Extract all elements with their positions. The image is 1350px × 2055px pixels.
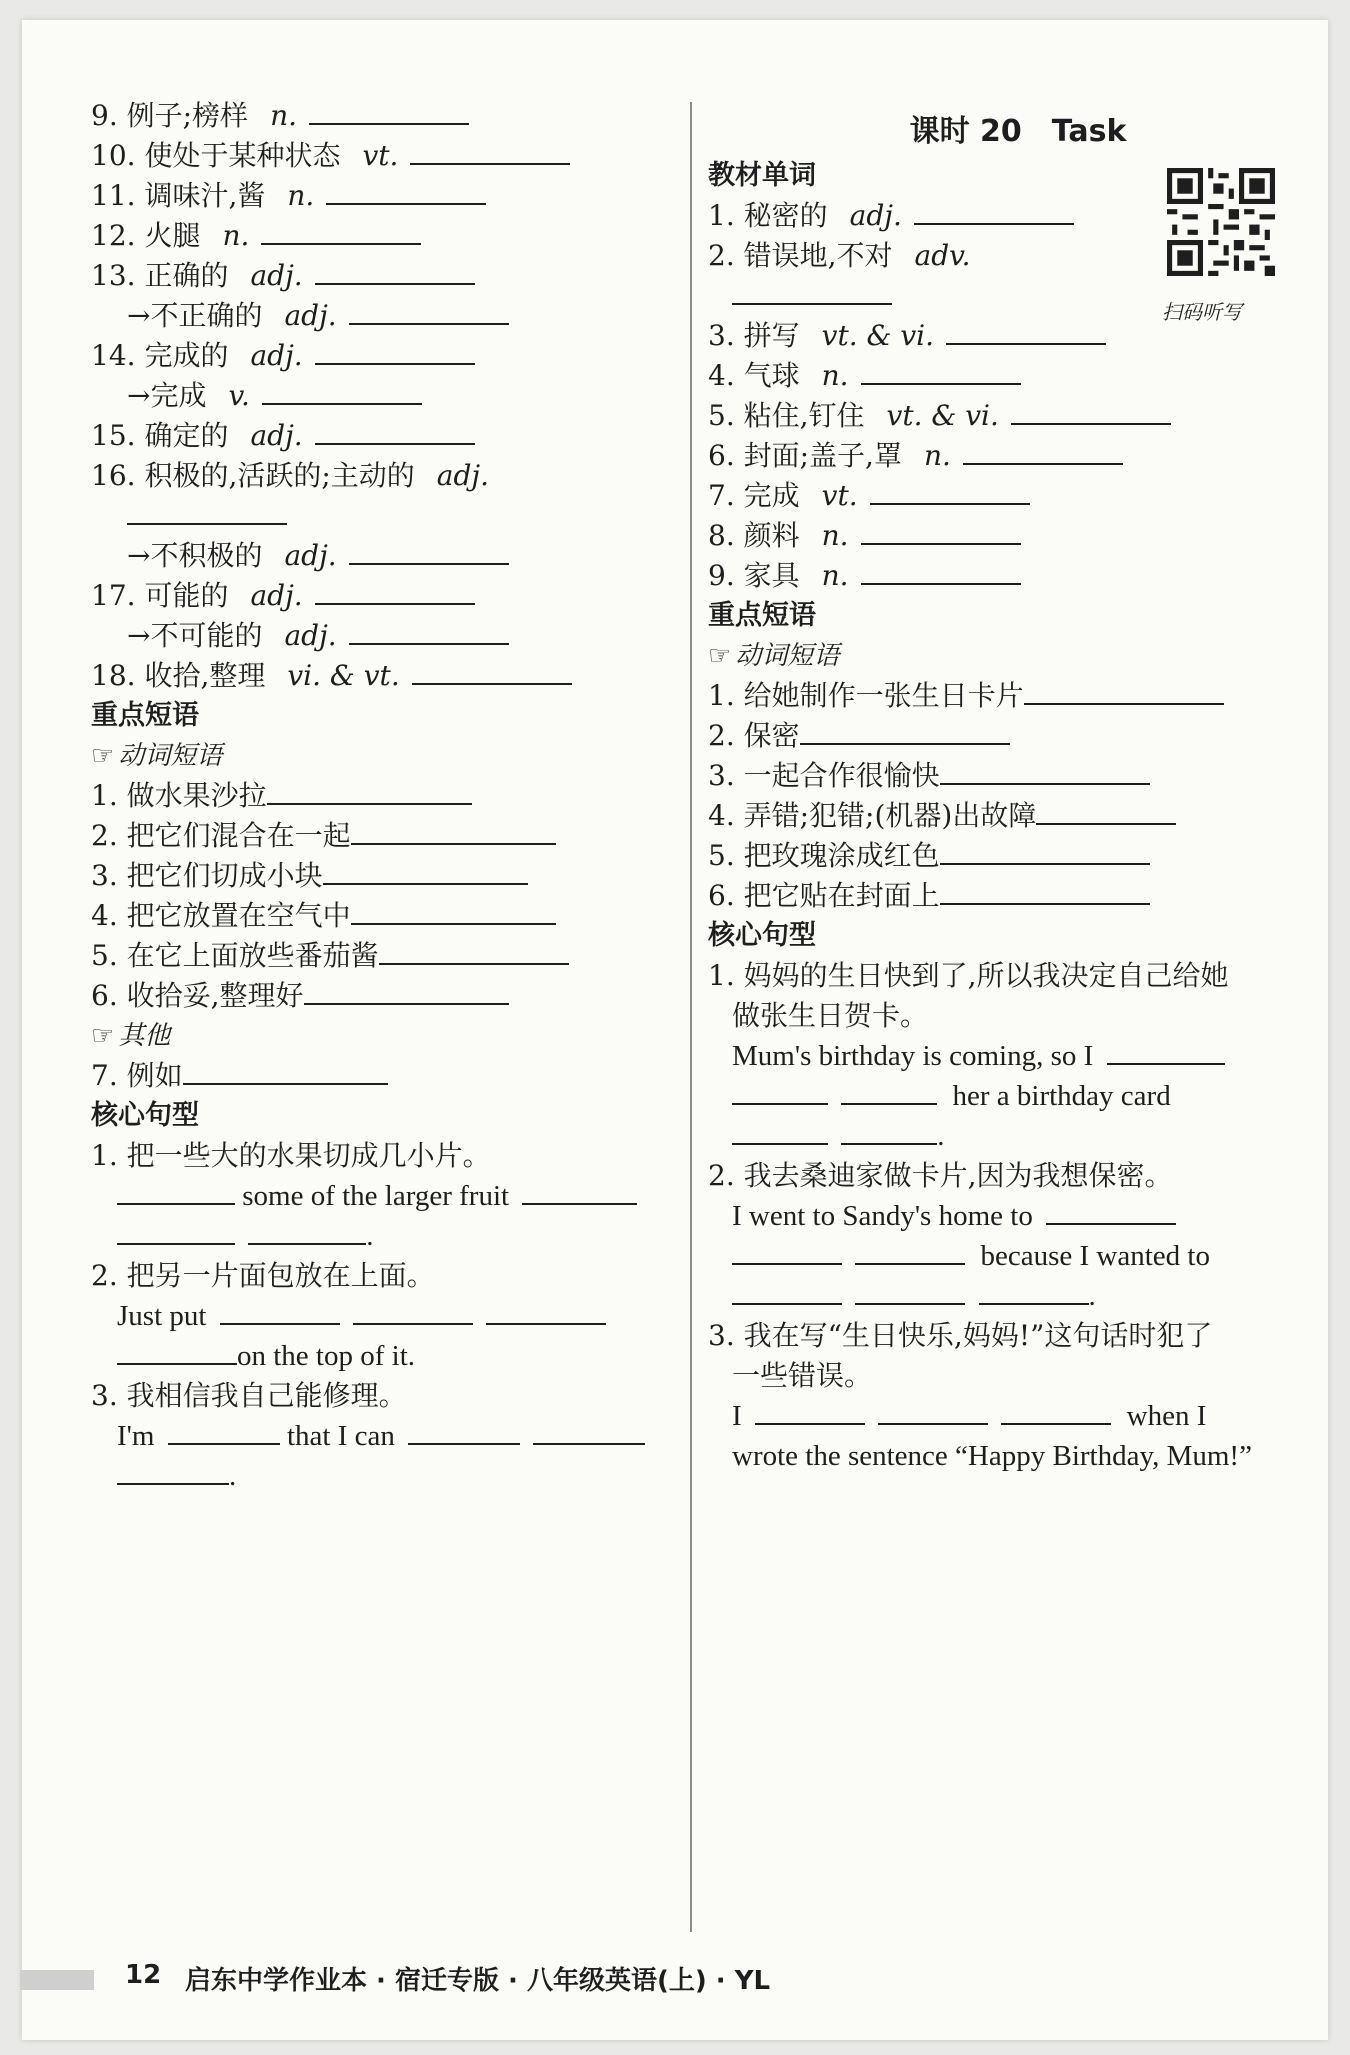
item-chinese: 例子;榜样 — [126, 99, 249, 132]
subsection-label: 动词短语 — [735, 641, 840, 671]
item-number: 12. — [91, 219, 136, 252]
answer-blank[interactable] — [1001, 1399, 1111, 1425]
sentence-english — [117, 1418, 645, 1454]
item-chinese: 家具 — [743, 559, 800, 592]
part-of-speech: adj. — [250, 259, 303, 292]
item-number: 4. — [708, 359, 735, 392]
answer-blank[interactable] — [349, 539, 509, 565]
answer-blank[interactable] — [940, 879, 1150, 905]
item-chinese: 完成 — [150, 379, 207, 412]
part-of-speech: adj. — [250, 579, 303, 612]
answer-blank[interactable] — [315, 419, 475, 445]
phrase-item — [708, 718, 1010, 754]
subsection-label: 动词短语 — [118, 741, 223, 771]
answer-blank[interactable] — [309, 99, 469, 125]
part-of-speech: adj. — [284, 619, 337, 652]
arrow-marker: → — [127, 299, 151, 332]
sentence-chinese: 2. 把另一片面包放在上面。 — [91, 1259, 435, 1292]
page-number: 12 — [125, 1960, 162, 1990]
answer-blank[interactable] — [304, 979, 509, 1005]
answer-blank[interactable] — [800, 719, 1010, 745]
item-chinese: 完成 — [743, 479, 800, 512]
vocab-item — [127, 538, 509, 574]
phrase-text: 1. 给她制作一张生日卡片 — [708, 679, 1024, 712]
item-number: 1. — [708, 199, 735, 232]
phrase-item — [91, 818, 556, 854]
phrase-item — [91, 978, 509, 1014]
vocab-item — [708, 518, 1021, 554]
sentence-text: when I — [1126, 1400, 1207, 1432]
part-of-speech: vt. & vi. — [886, 399, 999, 432]
sentence-english — [117, 1298, 606, 1334]
subsection-verb-phrases — [708, 638, 839, 674]
subsection-label: 其他 — [118, 1021, 171, 1051]
sentence-text: on the top of it. — [237, 1340, 416, 1372]
answer-blank[interactable] — [408, 1419, 520, 1445]
vocab-item — [91, 658, 572, 694]
answer-blank[interactable] — [323, 859, 528, 885]
item-number: 9. — [708, 559, 735, 592]
phrase-item — [91, 938, 569, 974]
answer-blank[interactable] — [412, 659, 572, 685]
phrase-item — [91, 1058, 388, 1094]
item-number: 7. — [708, 479, 735, 512]
item-chinese: 不积极的 — [150, 539, 263, 572]
item-number: 18. — [91, 659, 136, 692]
vocab-item — [91, 418, 475, 454]
column-divider — [690, 102, 692, 1932]
item-chinese: 秘密的 — [743, 199, 828, 232]
item-number: 5. — [708, 399, 735, 432]
item-chinese: 粘住,钉住 — [743, 399, 865, 432]
part-of-speech: n. — [821, 559, 849, 592]
answer-blank[interactable] — [1036, 799, 1176, 825]
phrase-text: 2. 把它们混合在一起 — [91, 819, 351, 852]
answer-blank[interactable] — [861, 519, 1021, 545]
phrase-text: 5. 把玫瑰涂成红色 — [708, 839, 940, 872]
part-of-speech: vt. — [821, 479, 858, 512]
sentence-period: . — [229, 1460, 237, 1492]
answer-blank[interactable] — [732, 1239, 842, 1265]
phrase-item — [708, 798, 1176, 834]
sentence-english — [732, 1398, 1206, 1434]
book-title: 启东中学作业本 · 宿迁专版 · 八年级英语(上) · YL — [185, 1966, 771, 1996]
answer-blank[interactable] — [1046, 1199, 1176, 1225]
answer-blank[interactable] — [315, 579, 475, 605]
phrase-item — [708, 678, 1224, 714]
answer-blank[interactable] — [946, 319, 1106, 345]
part-of-speech: v. — [228, 379, 250, 412]
answer-blank[interactable] — [486, 1299, 606, 1325]
part-of-speech: n. — [270, 99, 297, 132]
sentence-text: I'm — [117, 1420, 155, 1452]
answer-blank[interactable] — [732, 279, 892, 305]
vocab-item — [91, 458, 495, 494]
answer-blank[interactable] — [267, 779, 472, 805]
sentence-english — [732, 1198, 1176, 1234]
phrase-text: 6. 把它贴在封面上 — [708, 879, 940, 912]
answer-blank[interactable] — [353, 1299, 473, 1325]
answer-blank[interactable] — [870, 479, 1030, 505]
qr-label: 扫码听写 — [1162, 300, 1242, 324]
answer-blank[interactable] — [349, 619, 509, 645]
part-of-speech: adj. — [250, 339, 303, 372]
item-number: 10. — [91, 139, 136, 172]
sentence-text: Just put — [117, 1300, 207, 1332]
vocab-item — [708, 318, 1106, 354]
answer-blank[interactable] — [861, 559, 1021, 585]
vocab-item — [91, 578, 475, 614]
answer-blank[interactable] — [979, 1279, 1089, 1305]
part-of-speech: vt. — [362, 139, 399, 172]
answer-blank[interactable] — [1024, 679, 1224, 705]
item-chinese: 火腿 — [144, 219, 201, 252]
answer-blank[interactable] — [940, 759, 1150, 785]
vocab-item-blank-row — [127, 498, 287, 534]
vocab-item — [708, 198, 1074, 234]
answer-blank[interactable] — [914, 199, 1074, 225]
item-number: 15. — [91, 419, 136, 452]
answer-blank[interactable] — [117, 1459, 229, 1485]
sentence-english — [732, 1238, 1210, 1274]
sentence-english — [732, 1078, 1171, 1114]
phrase-text: 3. 把它们切成小块 — [91, 859, 323, 892]
footer-bar — [20, 1970, 94, 1990]
answer-blank[interactable] — [262, 379, 422, 405]
part-of-speech: n. — [821, 519, 849, 552]
sentence-text: I — [732, 1400, 742, 1432]
answer-blank[interactable] — [861, 359, 1021, 385]
phrase-text: 3. 一起合作很愉快 — [708, 759, 940, 792]
item-chinese: 错误地,不对 — [743, 239, 893, 272]
part-of-speech: adj. — [284, 299, 337, 332]
answer-blank[interactable] — [855, 1239, 965, 1265]
sentence-chinese: 3. 我在写“生日快乐,妈妈!”这句话时犯了 — [708, 1319, 1213, 1352]
answer-blank[interactable] — [183, 1059, 388, 1085]
section-title-phrases: 重点短语 — [708, 600, 816, 631]
item-chinese: 气球 — [743, 359, 800, 392]
part-of-speech: vi. & vt. — [287, 659, 400, 692]
vocab-item-blank-row — [732, 278, 892, 314]
phrase-item — [708, 838, 1150, 874]
answer-blank[interactable] — [841, 1119, 937, 1145]
subsection-verb-phrases — [91, 738, 222, 774]
sentence-english — [732, 1118, 945, 1154]
arrow-marker: → — [127, 619, 151, 652]
pointing-hand-icon: ☞ — [91, 1021, 115, 1051]
part-of-speech: n. — [222, 219, 250, 252]
item-chinese: 拼写 — [743, 319, 800, 352]
answer-blank[interactable] — [349, 299, 509, 325]
part-of-speech: adv. — [914, 239, 971, 272]
phrase-text: 5. 在它上面放些番茄酱 — [91, 939, 379, 972]
answer-blank[interactable] — [326, 179, 486, 205]
sentence-chinese: 2. 我去桑迪家做卡片,因为我想保密。 — [708, 1159, 1173, 1192]
item-number: 16. — [91, 459, 136, 492]
answer-blank[interactable] — [855, 1279, 965, 1305]
part-of-speech: adj. — [250, 419, 303, 452]
vocab-item — [91, 138, 570, 174]
vocab-item — [708, 398, 1171, 434]
item-number: 14. — [91, 339, 136, 372]
answer-blank[interactable] — [315, 259, 475, 285]
section-title-sentences: 核心句型 — [708, 920, 816, 951]
phrase-text: 1. 做水果沙拉 — [91, 779, 267, 812]
sentence-english — [732, 1278, 1096, 1314]
qr-code-icon[interactable] — [1167, 168, 1275, 276]
part-of-speech: n. — [821, 359, 849, 392]
vocab-item — [708, 558, 1021, 594]
vocab-item — [127, 378, 422, 414]
answer-blank[interactable] — [878, 1399, 988, 1425]
item-chinese: 不正确的 — [150, 299, 263, 332]
arrow-marker: → — [127, 379, 151, 412]
vocab-item — [91, 98, 469, 134]
answer-blank[interactable] — [315, 339, 475, 365]
answer-blank[interactable] — [168, 1419, 280, 1445]
phrase-item — [91, 898, 556, 934]
sentence-english — [117, 1178, 637, 1214]
pointing-hand-icon: ☞ — [708, 641, 732, 671]
section-title-phrases: 重点短语 — [91, 700, 199, 731]
answer-blank[interactable] — [220, 1299, 340, 1325]
vocab-item — [91, 218, 421, 254]
answer-blank[interactable] — [117, 1339, 237, 1365]
answer-blank[interactable] — [117, 1179, 235, 1205]
item-chinese: 封面;盖子,罩 — [743, 439, 902, 472]
sentence-text: her a birthday card — [952, 1080, 1171, 1112]
sentence-text: Mum's birthday is coming, so I — [732, 1040, 1094, 1072]
vocab-item — [708, 238, 977, 274]
phrase-text: 4. 把它放置在空气中 — [91, 899, 351, 932]
vocab-item — [127, 618, 509, 654]
phrase-text: 6. 收拾妥,整理好 — [91, 979, 304, 1012]
part-of-speech: adj. — [284, 539, 337, 572]
section-title-sentences: 核心句型 — [91, 1100, 199, 1131]
answer-blank[interactable] — [410, 139, 570, 165]
sentence-chinese: 一些错误。 — [732, 1359, 873, 1392]
answer-blank[interactable] — [351, 819, 556, 845]
vocab-item — [91, 178, 486, 214]
answer-blank[interactable] — [351, 899, 556, 925]
phrase-item — [91, 778, 472, 814]
sentence-text: some of the larger fruit — [242, 1180, 510, 1212]
answer-blank[interactable] — [533, 1419, 645, 1445]
item-number: 13. — [91, 259, 136, 292]
item-number: 3. — [708, 319, 735, 352]
subsection-other — [91, 1018, 170, 1054]
page-footer — [0, 1958, 1350, 1998]
part-of-speech: adj. — [849, 199, 902, 232]
sentence-english: wrote the sentence “Happy Birthday, Mum!” — [732, 1440, 1252, 1472]
pointing-hand-icon: ☞ — [91, 741, 115, 771]
part-of-speech: adj. — [436, 459, 489, 492]
item-chinese: 调味汁,酱 — [144, 179, 266, 212]
workbook-page — [22, 20, 1328, 2040]
answer-blank[interactable] — [1011, 399, 1171, 425]
lesson-title: 课时 20 Task — [909, 114, 1127, 149]
section-title-vocab: 教材单词 — [708, 160, 816, 191]
arrow-marker: → — [127, 539, 151, 572]
answer-blank[interactable] — [1107, 1039, 1225, 1065]
phrase-text: 4. 弄错;犯错;(机器)出故障 — [708, 799, 1037, 832]
sentence-text: that I can — [286, 1420, 395, 1452]
sentence-english — [117, 1218, 374, 1254]
item-chinese: 收拾,整理 — [144, 659, 266, 692]
phrase-item — [91, 858, 528, 894]
sentence-english — [117, 1338, 415, 1374]
item-chinese: 不可能的 — [150, 619, 263, 652]
vocab-item — [708, 358, 1021, 394]
item-chinese: 使处于某种状态 — [144, 139, 341, 172]
answer-blank[interactable] — [117, 1219, 235, 1245]
sentence-chinese: 1. 把一些大的水果切成几小片。 — [91, 1139, 491, 1172]
part-of-speech: n. — [287, 179, 315, 212]
answer-blank[interactable] — [963, 439, 1123, 465]
sentence-english — [732, 1038, 1225, 1074]
answer-blank[interactable] — [379, 939, 569, 965]
sentence-english — [117, 1458, 236, 1494]
vocab-item — [127, 298, 509, 334]
sentence-period: . — [937, 1120, 945, 1152]
vocab-item — [91, 258, 475, 294]
item-chinese: 正确的 — [144, 259, 229, 292]
sentence-text: because I wanted to — [980, 1240, 1210, 1272]
item-chinese: 颜料 — [743, 519, 800, 552]
item-chinese: 可能的 — [144, 579, 229, 612]
part-of-speech: vt. & vi. — [821, 319, 935, 352]
item-number: 8. — [708, 519, 735, 552]
item-chinese: 确定的 — [144, 419, 229, 452]
sentence-chinese: 1. 妈妈的生日快到了,所以我决定自己给她 — [708, 959, 1229, 992]
item-chinese: 完成的 — [144, 339, 229, 372]
sentence-chinese: 3. 我相信我自己能修理。 — [91, 1379, 407, 1412]
sentence-chinese: 做张生日贺卡。 — [732, 999, 929, 1032]
answer-blank[interactable] — [248, 1219, 366, 1245]
answer-blank[interactable] — [522, 1179, 637, 1205]
answer-blank[interactable] — [732, 1119, 828, 1145]
vocab-item — [91, 338, 475, 374]
answer-blank[interactable] — [755, 1399, 865, 1425]
part-of-speech: n. — [923, 439, 951, 472]
item-number: 17. — [91, 579, 136, 612]
phrase-text: 7. 例如 — [91, 1059, 183, 1092]
phrase-item — [708, 758, 1150, 794]
item-number: 9. — [91, 99, 118, 132]
sentence-text: I went to Sandy's home to — [732, 1200, 1033, 1232]
vocab-item — [708, 438, 1123, 474]
answer-blank[interactable] — [841, 1079, 937, 1105]
answer-blank[interactable] — [940, 839, 1150, 865]
sentence-period: . — [366, 1220, 374, 1252]
item-number: 6. — [708, 439, 735, 472]
vocab-item — [708, 478, 1030, 514]
phrase-item — [708, 878, 1150, 914]
sentence-period: . — [1088, 1280, 1096, 1312]
answer-blank[interactable] — [732, 1279, 842, 1305]
answer-blank[interactable] — [261, 219, 421, 245]
item-number: 11. — [91, 179, 136, 212]
answer-blank[interactable] — [732, 1079, 828, 1105]
answer-blank[interactable] — [127, 499, 287, 525]
item-number: 2. — [708, 239, 735, 272]
item-chinese: 积极的,活跃的;主动的 — [144, 459, 415, 492]
phrase-text: 2. 保密 — [708, 719, 800, 752]
